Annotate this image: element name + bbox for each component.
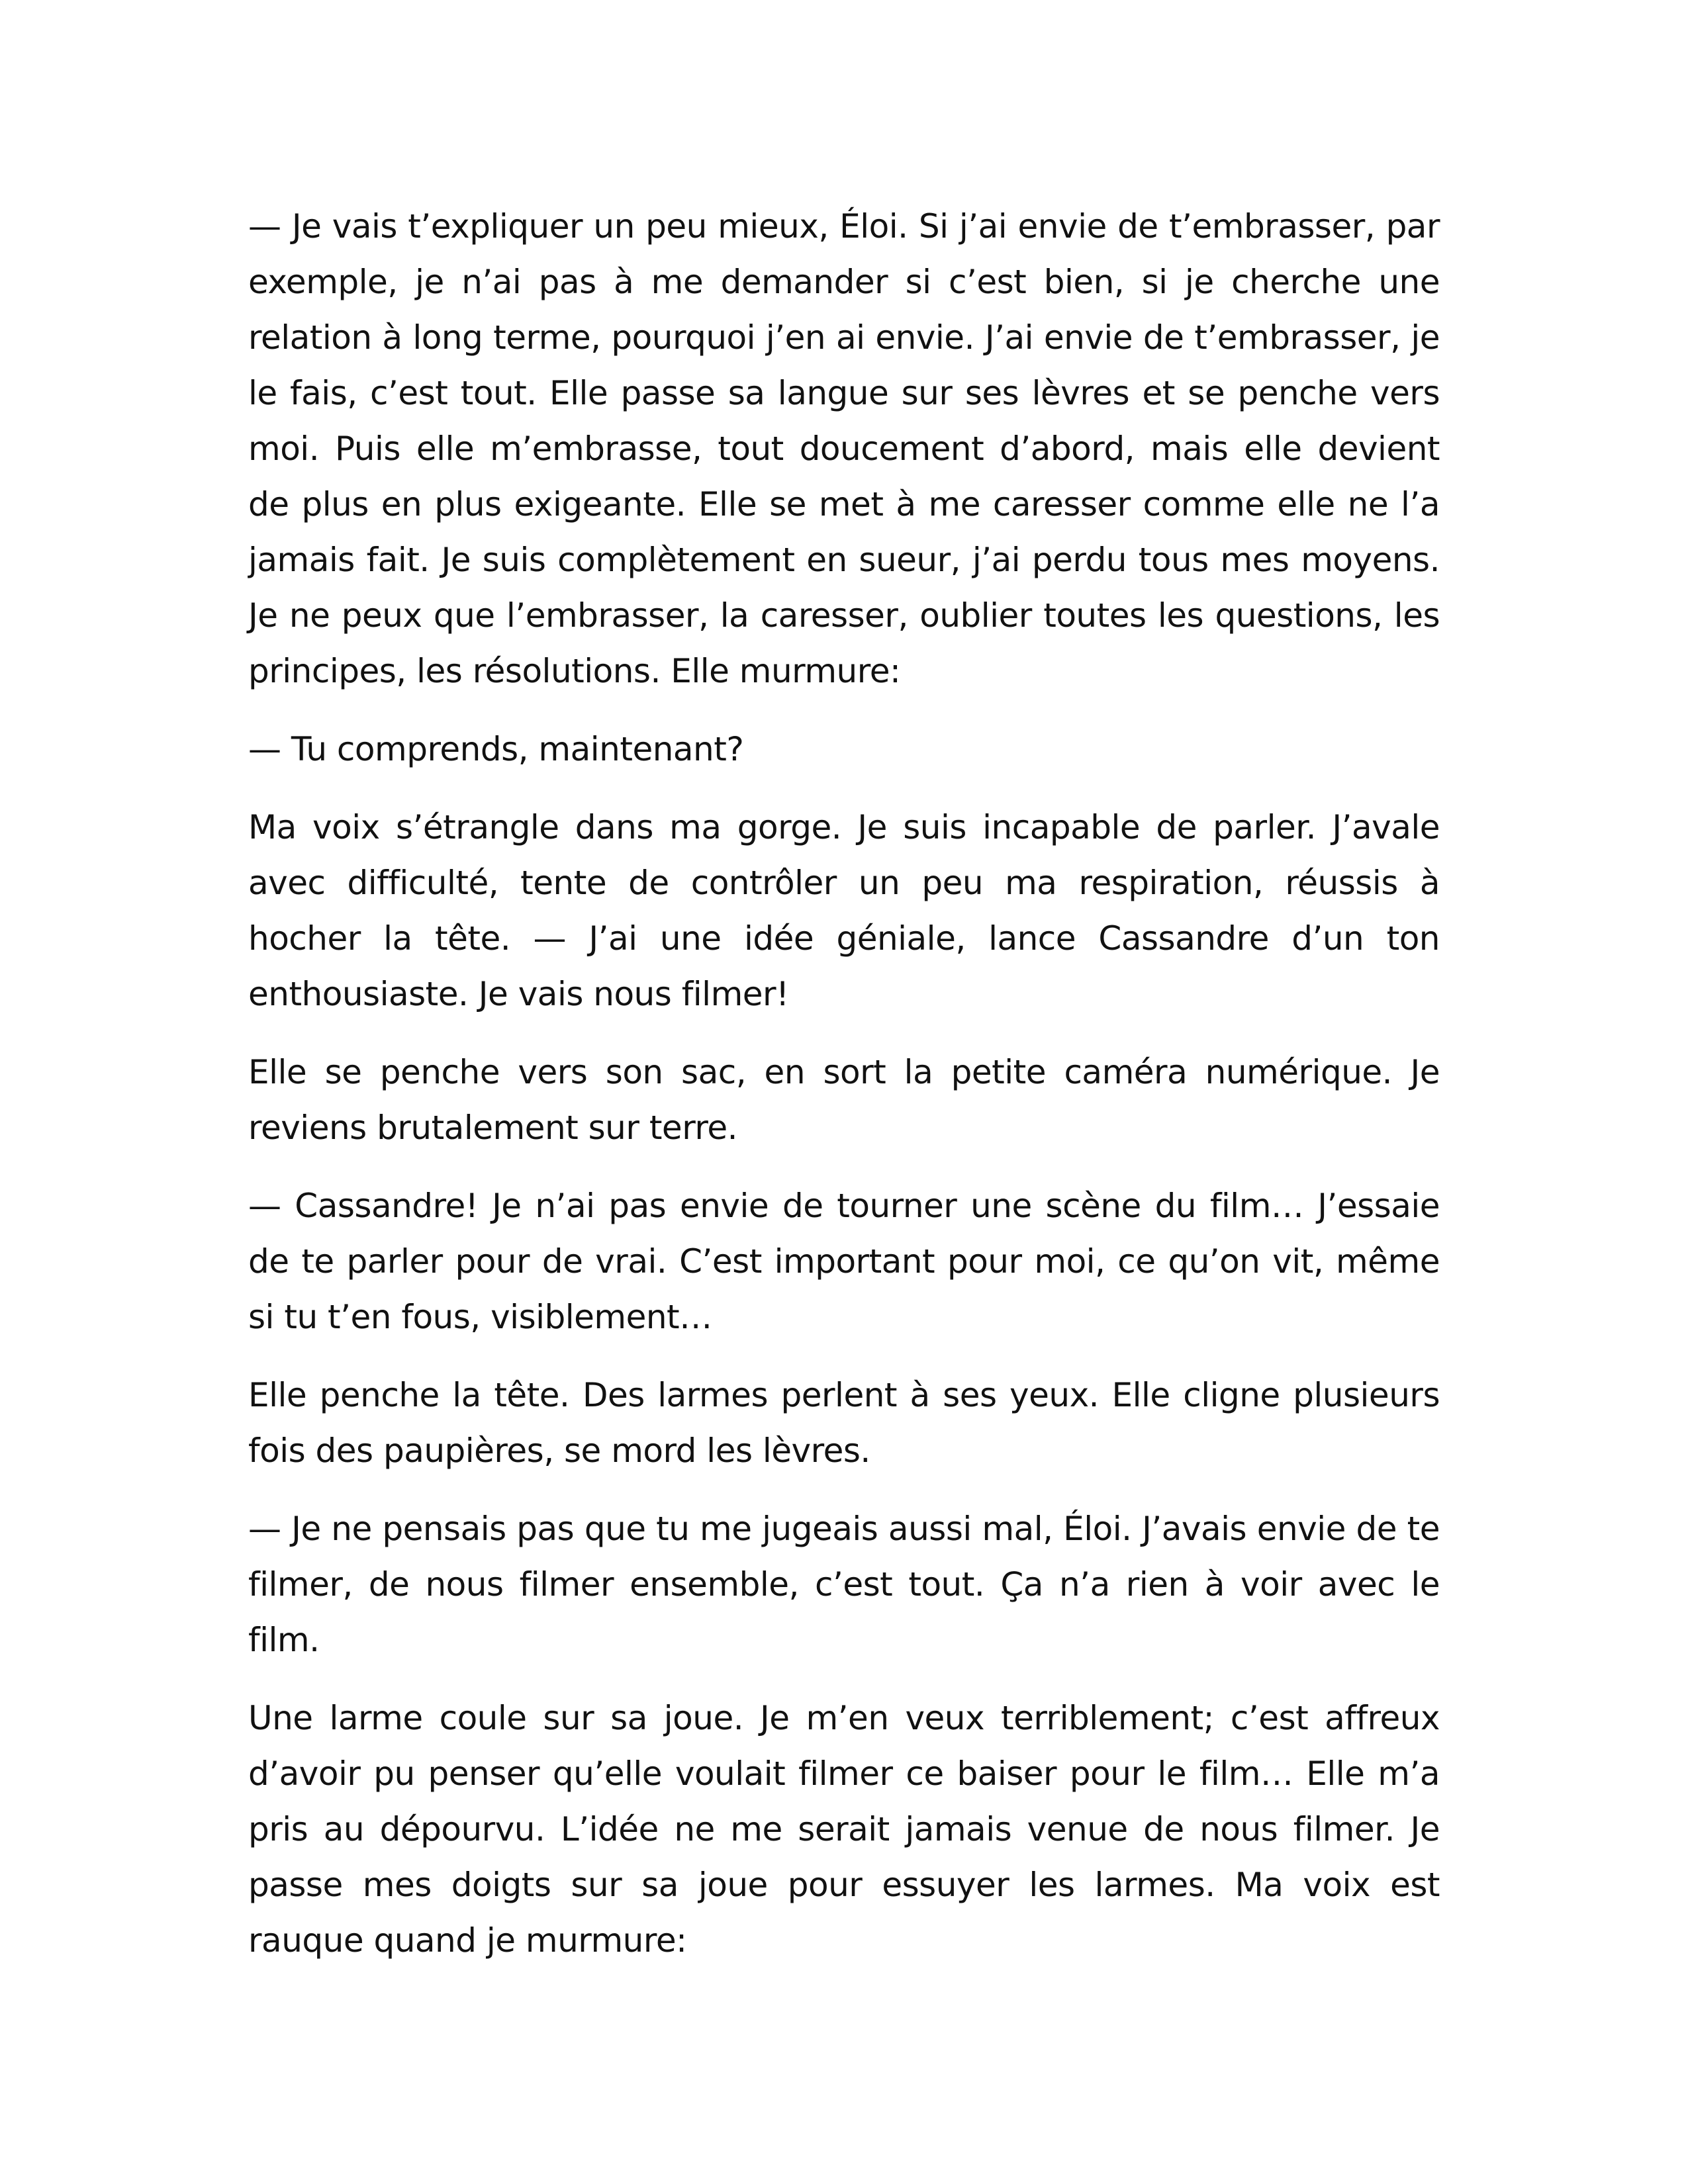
paragraph-2: — Tu comprends, maintenant? [248,730,744,768]
paragraph-3: Ma voix s’étrangle dans ma gorge. Je suis incapable de parler. J’avale avec difficulté, tente de contrôler un peu ma respiration, réussis à hocher la tête. — J’ai une idée géniale, lance Cassandre d’un ton enthousiaste. Je vais nous filmer! [248,808,1440,1013]
paragraph-1: — Je vais t’expliquer un peu mieux, Éloi. Si j’ai envie de t’embrasser, par exemple, je n’ai pas à me demander si c’est bien, si je cherche une relation à long terme, pourquoi j’en ai envie. J’ai envie de t’embrasser, je le fais, c’est tout. Elle passe sa langue sur ses lèvres et se penche vers moi. Puis elle m’embrasse, tout doucement d’abord, mais elle devient de plus en plus exigeante. Elle se met à me caresser comme elle ne l’a jamais fait. Je suis complètement en sueur, j’ai perdu tous mes moyens. Je ne peux que l’embrasser, la caresser, oublier toutes les questions, les principes, les résolutions. Elle murmure: [248,207,1440,690]
document-page [248,199,1440,1991]
paragraph-6: Elle penche la tête. Des larmes perlent à ses yeux. Elle cligne plusieurs fois des paupières, se mord les lèvres. [248,1376,1440,1470]
paragraph-8: Une larme coule sur sa joue. Je m’en veux terriblement; c’est affreux d’avoir pu penser qu’elle voulait filmer ce baiser pour le film… Elle m’a pris au dépourvu. L’idée ne me serait jamais venue de nous filmer. Je passe mes doigts sur sa joue pour essuyer les larmes. Ma voix est rauque quand je murmure: [248,1699,1440,1960]
paragraph-5: — Cassandre! Je n’ai pas envie de tourner une scène du film… J’essaie de te parler pour de vrai. C’est important pour moi, ce qu’on vit, même si tu t’en fous, visiblement… [248,1187,1440,1336]
paragraph-7: — Je ne pensais pas que tu me jugeais aussi mal, Éloi. J’avais envie de te filmer, de nous filmer ensemble, c’est tout. Ça n’a rien à voir avec le film. [248,1510,1440,1659]
paragraph-4: Elle se penche vers son sac, en sort la petite caméra numérique. Je reviens brutalement sur terre. [248,1053,1440,1147]
